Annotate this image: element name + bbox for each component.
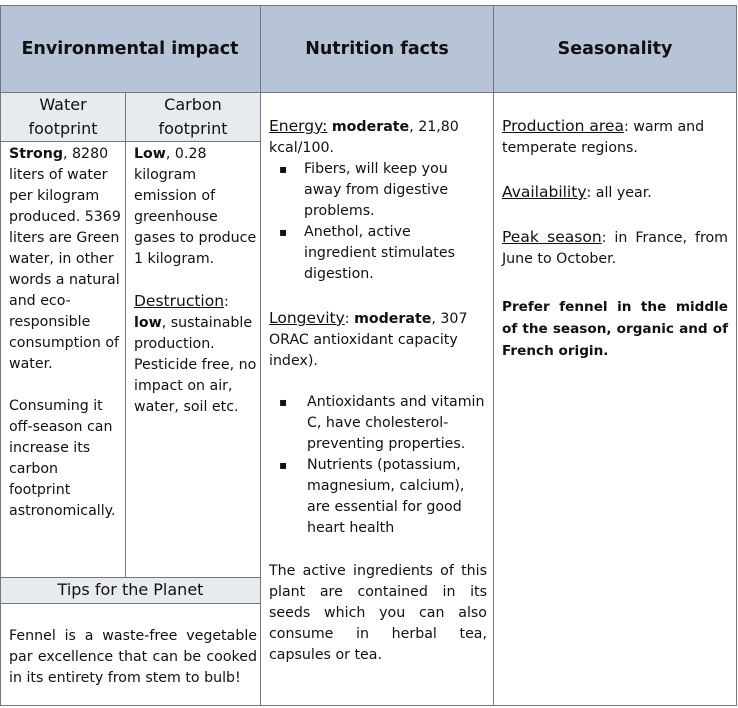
energy-level: moderate: [331, 119, 410, 135]
header-divider: [0, 92, 737, 93]
carbon-footprint-title: Carbon footprint: [158, 95, 228, 138]
nutrition-cell: [269, 116, 487, 666]
destruction-level: low: [134, 315, 162, 331]
header-seasonality: [494, 5, 736, 92]
tips-divider-top: [0, 577, 260, 578]
seasonality-cell: [502, 116, 728, 362]
list-item: ▪ Fibers, will keep you away from digestive problems.: [269, 159, 487, 222]
tips-text: [9, 626, 257, 689]
header-nutrition-facts-label: Nutrition facts: [305, 38, 449, 59]
longevity-bullet-list: [269, 392, 487, 539]
energy-bullet-list: [269, 159, 487, 285]
energy-value: , 21,80 kcal/100.: [269, 119, 459, 156]
longevity-colon: :: [344, 311, 355, 327]
production-area-label: Production area: [502, 117, 624, 135]
water-footprint-cell: [9, 144, 123, 522]
table-border-top: [0, 5, 737, 6]
table-border-bottom: [0, 705, 737, 706]
destruction-description: , sustainable production. Pesticide free, no impact on air, water, soil etc.: [134, 315, 257, 415]
carbon-description: , 0.28 kilogram emission of greenhouse gases to produce 1 kilogram.: [134, 146, 257, 267]
peak-season-value: : in France, from June to October.: [502, 230, 728, 267]
header-seasonality-label: Seasonality: [557, 38, 673, 59]
list-item: ▪ Nutrients (potassium, magnesium, calcium), are essential for good heart health: [269, 455, 487, 539]
seasonality-advice: Prefer fennel in the middle of the season, organic and of French origin.: [502, 299, 728, 359]
production-area-value: : warm and temperate regions.: [502, 119, 705, 156]
table-border-left: [0, 5, 1, 706]
active-ingredients-text: The active ingredients of this plant are contained in its seeds which you can also consume in herbal tea, capsules or tea.: [269, 563, 487, 663]
water-description: , 8280 liters of water per kilogram produced. 5369 liters are Green water, in other words a natural and eco-responsible consumption of water.: [9, 146, 121, 372]
longevity-value: , 307 ORAC antioxidant capacity index).: [269, 311, 468, 369]
water-offseason-note: Consuming it off-season can increase its carbon footprint astronomically.: [9, 398, 116, 519]
tips-header: [1, 578, 260, 603]
subheader-divider: [0, 141, 260, 142]
energy-label: Energy:: [269, 117, 328, 135]
header-environmental-impact: [0, 5, 260, 92]
column-divider-2: [493, 5, 494, 706]
tips-title: Tips for the Planet: [57, 580, 204, 599]
carbon-footprint-header: [126, 93, 260, 141]
header-nutrition-facts: [261, 5, 493, 92]
env-subcolumn-divider: [125, 92, 126, 578]
destruction-label: Destruction: [134, 292, 225, 310]
carbon-footprint-cell: [134, 144, 258, 418]
tips-body: Fennel is a waste-free vegetable par excellence that can be cooked in its entirety from stem to bulb!: [9, 628, 257, 686]
list-item: ▪ Anethol, active ingredient stimulates digestion.: [269, 222, 487, 285]
destruction-colon: :: [224, 294, 229, 310]
longevity-label: Longevity: [269, 309, 345, 327]
list-item: ▪ Antioxidants and vitamin C, have cholesterol-preventing properties.: [269, 392, 487, 455]
water-footprint-title: Water footprint: [28, 95, 98, 138]
table-border-right: [736, 5, 737, 706]
water-footprint-header: [1, 93, 125, 141]
availability-value: : all year.: [586, 185, 652, 201]
carbon-level: Low: [134, 146, 166, 162]
column-divider-1: [260, 5, 261, 706]
peak-season-label: Peak season: [502, 228, 602, 246]
availability-label: Availability: [502, 183, 587, 201]
tips-divider-bottom: [0, 603, 260, 604]
water-level: Strong: [9, 146, 63, 162]
header-environmental-impact-label: Environmental impact: [21, 38, 239, 59]
longevity-level: moderate: [354, 311, 432, 327]
